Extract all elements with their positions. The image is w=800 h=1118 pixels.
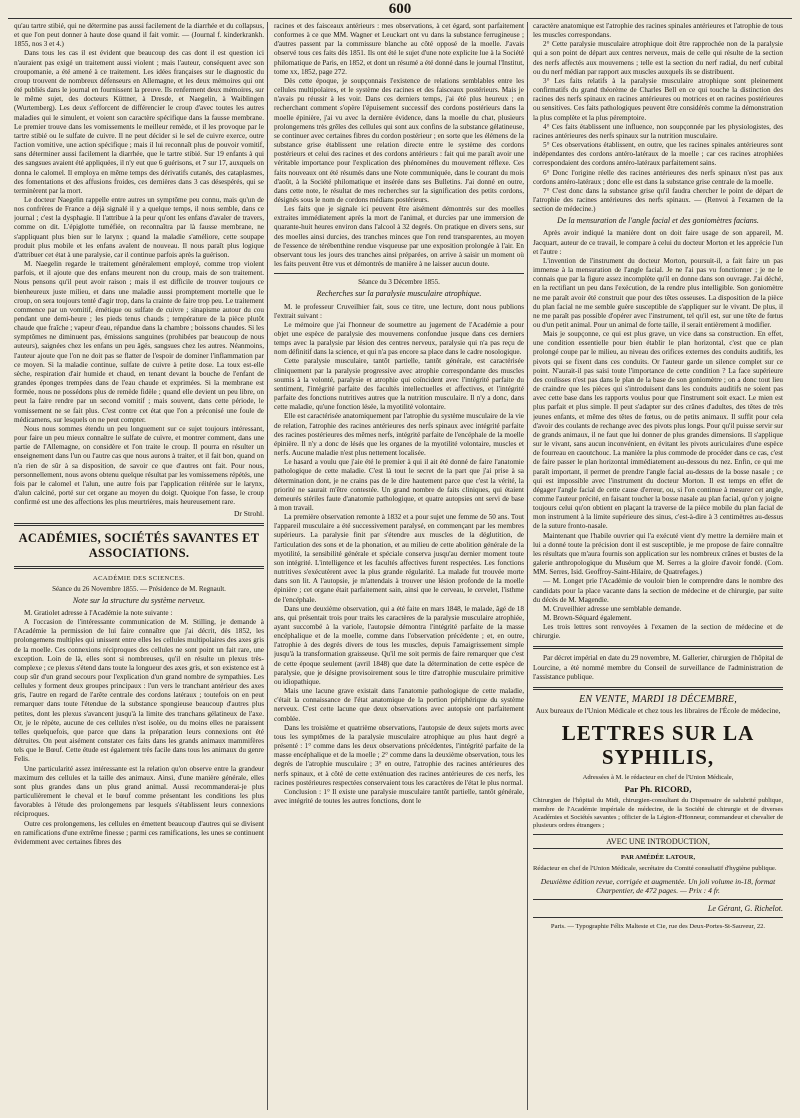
- paragraph: M. Brown-Séquard également.: [543, 614, 632, 622]
- paragraph: M. Naegelin regarde le traitement généralement employé, comme trop violent parfois, et il ajoute que des enfans meurent non du croup, mais de son traitement. Nous pensons qu'il peut avoir raison ; mais il est difficile de trouver toujours ce bienheureux juste milieu, et dans une maladie aussi promptement mortelle que le croup, on sera toujours tenté d'agir trop, dans la crainte de faire trop peu. Le traitement commence par un vomitif, émétique ou sulfate de cuivre ; sinapisme autour du cou pendant une demi-heure ; les pieds tenus chauds ; température de la pièce plutôt chaude que fraîche ; vapeur d'eau, répandue dans la chambre ; boissons chaudes. Si les symptômes ne diminuent pas, émissions sanguines (prohibées par beaucoup de nous auteurs), saignées chez les enfans un peu âgés, sangsues chez les autres. Néanmoins, l'auteur ajoute que l'on ne doit pas se flatter de l'espoir de dominer l'inflammation par ce moyen. Si la maladie continue, sulfate de cuivre à petite dose. La toux est-elle sèche, respiration d'air humide et chaud, en tenant devant la bouche de l'enfant de grandes éponges trempées dans de l'eau chaude et exprimées. Si la membrane est formée, nous ne possédons plus de remède fidèle ; quand elle devient un peu libre, on peut la faire rendre par un second vomitif ; mais souvent, dans cette période, le vomissement ne se fait plus. C'est contre cet état que l'on a préconisé une foule de médicamens, sur lesquels on ne peut compter.: [14, 260, 264, 424]
- paragraph: Dès cette époque, je soupçonnais l'existence de relations semblables entre les cellules multipolaires, et le système des racines et des faisceaux postérieurs. Mais je n'avais pu réussir à les voir. Dans ces derniers temps, j'ai été plus heureux ; en recherchant comment s'opère l'épuisement successif des cordons postérieurs dans la moelle épinière, j'ai vu avec la dernière évidence, dans la moelle du chat, plusieurs prolongemens très grêles des cellules qui sont aux confins de la substance gélatineuse, se continuer avec certaines fibres du cordon postérieur ; en sorte que les élémens de la substance grise établissent une relation directe entre le système des cordons postérieurs et celui des racines et des cordons antérieurs : fait qui me paraît avoir une véritable importance pour l'explication des phénomènes du mouvement réflexe. Ces faits nouveaux ont été résumés dans une Note communiquée, dans le courant du mois d'août, à la Société philomatique et insérée dans ses Bulletins. J'ai donné en outre, dans cette note, le résultat de mes recherches sur la signification des petits cordons, désignés sous le nom de cordons médians postérieurs.: [274, 76, 524, 204]
- paragraph: Maintenant que l'habile ouvrier qui l'a exécuté vient d'y mettre la dernière main et lui a donné toute la précision dont il est susceptible, je me propose de faire connaître les résultats que m'aura fournis son application sur les nombreux crânes et bustes de la galerie anthropologique du Muséum que M. Serres a la gloire d'avoir fondé. (Com. MM. Serres, Isid. Geoffroy-Saint-Hilaire, de Quatrefages.): [533, 531, 783, 577]
- paragraph: racines et des faisceaux antérieurs : mes observations, à cet égard, sont parfaitement conformes à ce que MM. Wagner et Leuckart ont vu dans la substance ferrugineuse ; d'autres passent par la commissure blanche au côté opposé de la moelle. J'avais observé tous ces faits dès 1851. Ils ont été le sujet d'une note explicite lue à la Société philomatique de Paris, en 1852, et dont un résumé a été donné dans le journal l'Institut, tome xx, 1852, page 272.: [274, 22, 524, 76]
- paragraph: Le docteur Naegelin rappelle entre autres un symptôme peu connu, mais qu'un de nos confrères de France a déjà signalé il y a quelque temps, il nous semble, dans ce journal ; c'est la dysphagie. Il l'attribue à la peur qu'ont les enfans d'avaler de travers, comme on dit. L'épiglotte tuméfiée, on reconnaîtra par là fausse membrane, ne s'appliquant plus bien sur le larynx ; quand la maladie s'améliore, cette soupape produit plus mobile et les enfans avalent de nouveau. Il nous paraît plus logique d'attribuer cet état à une paralysie, car il continue parfois après la guérison.: [14, 195, 264, 259]
- paragraph: Les trois lettres sont renvoyées à l'examen de la section de médecine et de chirurgie.: [533, 623, 783, 641]
- separator: [533, 899, 783, 900]
- column-3: [533, 22, 783, 1112]
- paragraph: Après avoir indiqué la manière dont on doit faire usage de son appareil, M. Jacquart, auteur de ce travail, le compare à celui du docteur Morton et les apprécie l'un et l'autre :: [533, 229, 783, 256]
- paragraph: M. Cruveilhier adresse une semblable demande.: [543, 604, 682, 613]
- subsection-title: ACADÉMIE DES SCIENCES.: [92, 575, 186, 583]
- paragraph: — M. Longet prie l'Académie de vouloir bien le comprendre dans le nombre des candidats pour la place vacante dans la section de médecine et de chirurgie, par suite du décès de M. Magendie.: [533, 577, 783, 604]
- paragraph: Elle est caractérisée anatomiquement par l'atrophie du système musculaire de la vie de relation, l'atrophie des racines antérieures des nerfs spinaux avec intégrité parfaite des racines postérieures des mêmes nerfs, intégrité parfaite de l'encéphale de la moelle épinière. Il n'y a donc de lésés que les organes de la myotilité volontaire, muscles et nerfs. Aucune maladie n'est plus nettement localisée.: [274, 412, 524, 458]
- paragraph: Le hasard a voulu que j'aie été le premier à qui il ait été donné de faire l'anatomie pathologique de cette maladie. C'est là tout le secret de la part que j'ai prise à sa détermination dont, je ne crains pas de le dire hautement parce que c'est la vérité, la priorité ne saurait m'être contestée. Un grand nombre de faits cliniques, qui étaient demeurés stériles faute d'anatomie pathologique, et quatre autopsies ont servi de base à mon travail.: [274, 458, 524, 512]
- book-author: Par Ph. RICORD,: [624, 784, 692, 795]
- paragraph: Dans tous les cas il est évident que beaucoup des cas dont il est question ici n'auraient pas exigé un traitement aussi violent ; mais l'auteur, conséquent avec son croupomanie, a été amené à ce traitement. Les idées françaises sur le diagnostic du croup trouvent de nombreux défenseurs en Allemagne, et les deux mémoires qui ont été publiés dans le journal en fournissent la preuve. Ils renferment deux mémoires, sur le même sujet, des docteurs Küttner, à Dresde, et Naegelin, à Waiblingen (Wurtemberg). Les deux s'efforcent de différencier le croup d'avec toutes les autres maladies qui le simulent, et voient son caractère spécifique dans la fausse membrane. Le premier trouve dans les vomissements le meilleur remède, et il les provoque par le tartre stibié ou le sulfate de cuivre. Il ne peut décider si le sel de cuivre exerce, outre l'action vomitive, une action spécifique ; mais il lui reconnaît plus de pouvoir vomitif, sans déterminer aussi facilement la diarrhée, que le tartre stibié. Sur 19 enfants à qui des sangsues avaient été appliquées, il n'y eut que 6 guérisons, et 7 sur 17, auxquels on donna le calomel. Il employa en même temps des dérivatifs cutanés, des cataplasmes, des fomentations et des affusions froides, ces dernières dans 3 cas désespérés, qui se terminèrent par la mort.: [14, 49, 264, 195]
- top-rule: [8, 18, 792, 19]
- column-divider: [527, 22, 528, 1110]
- column-divider: [267, 22, 268, 1110]
- decree-paragraph: Par décret impérial en date du 29 novembre, M. Gallerier, chirurgien de l'hôpital de Lourcine, a été nommé membre du Conseil de surveillance de l'administration de l'assistance publique.: [533, 654, 783, 681]
- introduction-author: PAR AMÉDÉE LATOUR,: [620, 854, 696, 862]
- signature: Dr Strohl.: [234, 509, 264, 519]
- paragraph: Mais une lacune grave existait dans l'anatomie pathologique de cette maladie, c'était la connaissance de l'état anatomique de la portion périphérique du système nerveux. C'est cette lacune que deux observations avec autopsie ont parfaitement comblée.: [274, 687, 524, 723]
- paragraph: Une particularité assez intéressante est la relation qu'on observe entre la grandeur maximum des cellules et la taille des animaux. Ainsi, d'une manière générale, elles sont plus grandes dans un plus grand animal. Aussi recommanderai-je plus particulièrement le cheval et le bœuf comme présentant les conditions les plus favorables à l'étude des prolongemens par lesquels s'établissent leurs connexions réciproques.: [14, 764, 264, 819]
- separator: [533, 687, 783, 690]
- paragraph: La première observation remonte à 1832 et a pour sujet une femme de 50 ans. Tout l'appareil musculaire a été successivement paralysé, en commençant par les membres supérieurs. La paralysie finit par s'étendre aux muscles de la déglutition, de l'articulation des sons et de la phonation, et au milieu de cette abolition générale de la myotilité, la sensibilité générale et spéciale conserva jusqu'au dernier moment toute son intégrité. L'intelligence et les facultés affectives furent respectées. Les fonctions nutritives s'exécutèrent avec la plus grande régularité. La malade fut trouvée morte dans son lit. A l'autopsie, je m'attendais à trouver une lésion profonde de la moelle épinière ; cet organe était parfaitement sain, ainsi que le cerveau, le cervelet, l'isthme de l'encéphale.: [274, 513, 524, 604]
- paragraph: Nous nous sommes étendu un peu longuement sur ce sujet toujours intéressant, pour faire un peu mieux connaître le sulfate de cuivre, et montrer comment, dans une partie de l'Allemagne, on considère et l'on traite le croup. Il pourra en résulter un enseignement dans l'un ou l'autre cas que nous aurons à traiter, et il fait bon, quand on n'a rien de sûr à sa disposition, de savoir ce que d'autres ont fait. Pour nous, personnellement, nous avons obtenu quelque résultat par les vomissemens répétés, une fois par le calomel et l'alun, une autre fois par l'application réitérée sur le larynx, d'alun calciné, porté sur cet organe au moyen du doigt. Quoique l'on fasse, le croup confirmé est une des affections les plus meurtrières, mais heureusement rare.: [14, 424, 264, 507]
- seance-line: Séance du 3 Décembre 1855.: [358, 278, 440, 287]
- paragraph: Dans les troisième et quatrième observations, l'autopsie de deux sujets morts avec tous les symptômes de la paralysie musculaire atrophique au plus haut degré a présenté : 1° comme dans les deux observations précédentes, l'intégrité parfaite de la masse encéphalique et de la moelle ; 2° comme dans la deuxième observation, tous les degrés de l'atrophie musculaire ; 3° en outre, l'atrophie des racines antérieures des nerfs spinaux, et à côté de cette exténuation des racines antérieures de ces nerfs, les racines postérieures respectées conservaient tous les caractères de l'état le plus normal.: [274, 723, 524, 787]
- note-title: De la mensuration de l'angle facial et des goniomètres facians.: [557, 216, 759, 226]
- paragraph: Le mémoire que j'ai l'honneur de soumettre au jugement de l'Académie a pour objet une espèce de paralysie des mouvemens confondue jusque dans ces derniers temps avec la paralysie par lésion des centres nerveux, paralysie qui n'a pas reçu de nom définitif dans la science, et qui n'a pas encore sa place dans le cadre nosologique.: [274, 320, 524, 357]
- sale-announcement-subtitle: Aux bureaux de l'Union Médicale et chez tous les libraires de l'École de médecine,: [535, 706, 781, 716]
- paragraph: caractère anatomique est l'atrophie des racines spinales antérieures et l'atrophie de tous les muscles correspondans.: [533, 22, 783, 40]
- paragraph: 4° Ces faits établissent une influence, non soupçonnée par les physiologistes, des racines antérieures des nerfs spinaux sur la nutrition musculaire.: [533, 122, 783, 140]
- gerant-signature: Le Gérant, G. Richelot.: [707, 903, 783, 913]
- sale-announcement-title: EN VENTE, MARDI 18 DÉCEMBRE,: [579, 693, 737, 705]
- introduction-banner: AVEC UNE INTRODUCTION,: [533, 834, 783, 849]
- page-number: 600: [388, 1, 412, 17]
- paragraph: 5° Ces observations établissent, en outre, que les racines spinales antérieures sont indépendantes des cordons antéro-latéraux de la moelle ; car ces racines atrophiées correspondaient des cordons antéro-latéraux parfaitement sains.: [533, 141, 783, 168]
- paragraph: Cette paralysie musculaire, tantôt partielle, tantôt générale, est caractérisée cliniquement par la paralysie progressive avec atrophie correspondante des muscles soumis à la volonté, paralysie et atrophie qui coïncident avec l'intégrité parfaite du sentiment, l'intégrité parfaite des facultés intellectuelles et affectives, et l'intégrité parfaite des fonctions nutritives autres que la nutrition musculaire. Il n'y a donc, dans cette maladie, qu'une fonction lésée, la myotilité volontaire.: [274, 357, 524, 412]
- note-title: Recherches sur la paralysie musculaire atrophique.: [316, 289, 482, 299]
- printer-imprint: Paris. — Typographie Félix Malteste et Cie, rue des Deux-Portes-St-Sauveur, 22.: [550, 922, 766, 930]
- section-title: ACADÉMIES, SOCIÉTÉS SAVANTES ET ASSOCIATIONS.: [18, 531, 260, 561]
- paragraph: Conclusion : 1° Il existe une paralysie musculaire tantôt partielle, tantôt générale, avec intégrité de toutes les autres fonctions, dont le: [274, 787, 524, 805]
- paragraph: M. le professeur Cruveilhier fait, sous ce titre, une lecture, dont nous publions l'extrait suivant :: [274, 302, 524, 320]
- book-addressee: Adressées à M. le rédacteur en chef de l'Union Médicale,: [582, 774, 734, 782]
- author-description: Chirurgien de l'hôpital du Midi, chirurgien-consultant du Dispensaire de salubrité publique, membre de l'Académie impériale de médecine, de la Société de chirurgie et de diverses Académies et Sociétés savantes ; officier de la Légion-d'Honneur, commandeur et chevalier de plusieurs ordres étrangers ;: [533, 797, 783, 830]
- paragraph: A l'occasion de l'intéressante communication de M. Stilling, je demande à l'Académie la permission de lui faire connaître que j'ai décrit, dès 1852, les prolongemens multiples qui unissent entre elles les cellules multipolaires des axes gris de la moelle. Ces connexions réciproques des cellules ne sont point un fait rare, une exception. Loin de là, elles sont si nombreuses, qu'il en résulte un plexus très-complexe ; ce plexus s'étend dans toute la longueur des axes gris, et son existence est à coup sûr d'un grand secours pour l'explication d'un grand nombre de sympathies. Les cellules y forment deux groupes principaux : l'un vers le tranchant antérieur des axes gris, l'autre en regard de l'arête centrale des cordons latéraux ; toutefois on en peut remarquer dans toute l'étendue de la substance spongieuse beaucoup d'autres plus petites, dont les plexus s'avancent jusqu'à la limite des tranchans gélatineux de l'axe. Or, je le répète, aucune de ces cellules n'est isolée, ou du moins elles ne paraissent telles quelquefois, que parce que dans la préparation leurs connexions ont été détruites. On peut aisément constater ces faits dans les grands animaux mammifères tels que le Bœuf. Cette étude est également très facile dans tous les animaux du genre Felis.: [14, 618, 264, 764]
- seance-line: Séance du 26 Novembre 1855. — Présidence de M. Regnault.: [52, 584, 226, 593]
- section-rule: [14, 523, 264, 526]
- column-1: [14, 22, 264, 1112]
- paragraph: Les faits que je signale ici peuvent être aisément démontrés sur des moelles extraites immédiatement après la mort de l'animal, et durcies par une immersion de quarante-huit heures environ dans l'alcool à 32 degrés. On pratique en divers sens, sur des moelles ainsi durcies, des tranches minces que l'on rend transparentes, au moyen de l'essence de térébenthine rendue visqueuse par une exposition prolongée à l'air. En observant tous les jours des tranches ainsi préparées, on arrive à saisir un moment où les faits peuvent être vus et démontrés de manière à ne laisser aucun doute.: [274, 205, 524, 269]
- separator: [533, 917, 783, 918]
- paragraph: 7° C'est donc dans la substance grise qu'il faudra chercher le point de départ de l'atrophie des racines antérieures des nerfs spinaux. — (Renvoi à l'examen de la section de médecine.): [533, 186, 783, 214]
- paragraph: 3° Les faits relatifs à la paralysie musculaire atrophique sont pleinement confirmatifs du grand théorème de Charles Bell en ce qui touche la distinction des racines des nerfs spinaux en racines antérieures ou motrices et en racines postérieures ou sensitives. Ces faits pathologiques peuvent être considérés comme la démonstration la plus complète et la plus péremptoire.: [533, 76, 783, 122]
- paragraph: 6° Donc l'origine réelle des racines antérieures des nerfs spinaux n'est pas aux cordons antéro-latéraux ; donc elle est dans la substance grise centrale de la moelle.: [533, 168, 783, 186]
- book-title: LETTRES SUR LA SYPHILIS,: [561, 721, 755, 770]
- paragraph: Dans une deuxième observation, qui a été faite en mars 1848, le malade, âgé de 18 ans, qui présentait trois pour traits les caractères de la paralysie musculaire atrophiée, ayant succombé à la variole, l'autopsie démontra l'intégrité parfaite de la masse encéphalique et de la moelle, comme dans l'observation précédente ; et, en outre, l'atrophie à des degrés divers de tous les muscles, depuis l'amaigrissement simple jusqu'à la transformation graisseuse. Qu'il me soit permis de faire remarquer que c'est de cette époque seulement (avril 1848) que date la détermination de cette espèce de paralysie, que je désigne provisoirement sous le titre d'atrophie musculaire primitive ou idiopathique.: [274, 604, 524, 686]
- paragraph: 2° Cette paralysie musculaire atrophique doit être rapprochée non de la paralysie qui a son point de départ aux centres nerveux, mais de celle qui résulte de la section des nerfs affectés aux mouvemens ; telle est la section du nerf radial, du nerf cubital ou du nerf médian par rapport aux muscles auxquels ils se distribuent.: [533, 40, 783, 76]
- column-2: [274, 22, 524, 1112]
- paragraph: qu'au tartre stibié, qui ne détermine pas aussi facilement de la diarrhée et du collapsus, et que l'on peut donner à haute dose quand il fait vomir. — (Journal f. kinderkrankh. 1855, nos 3 et 4.): [14, 22, 264, 49]
- separator: [533, 646, 783, 649]
- paragraph: Mais je soupçonne, ce qui est plus grave, un vice dans sa construction. En effet, une condition essentielle pour bien établir le plan horizontal, c'est que ce plan prolongé coupe par le milieu, au niveau des orifices externes des conduits auditifs, les pivots qui se fixent dans ces conduits. Or l'auteur garde un silence complet sur ce point. N'aurait-il pas saisi toute l'importance de cette condition ? La face supérieure des coulisses n'est pas dans le plan de la base de son goniomètre ; on a donc tout lieu de craindre que les pièces qui s'introduisent dans les conduits auditifs ne soient pas avec cette base dans les rapports voulus pour que l'instrument soit exact. Le mien est plus parfait et plus simple. Il peut s'adapter sur des crânes d'adultes, des têtes de très jeunes enfants, et même des têtes de fœtus, ou de petits animaux. Il suffit pour cela d'avoir des coulants de rechange avec des pivots plus longs. Pour qu'il puisse servir sur de grands animaux, il ne faut que lui donner de plus grandes dimensions. Il s'applique sur le vivant, sans aucun inconvénient, en évitant les pivots auriculaires d'une espèce de fourreau en caoutchouc. La manière la plus commode de procéder dans ce cas, c'est de faire passer le plan horizontal immédiatement au-dessous du nez. Enfin, ce qui me paraît important, il permet de prendre l'angle facial au-dessus de la bosse nasale ; ce qui est impossible avec l'instrument du docteur Morton. Il est temps en effet de dégager l'angle facial de cette cause d'erreur, ou, si l'on continue à mesurer cet angle, comme l'auteur précité, en faisant toucher la bosse nasale au plan facial, qu'on y joigne toujours celui qu'on obtient en plaçant la traverse de la pièce mobile du plan facial de mon instrument à la limite supérieure des sinus, c'est-à-dire à 3 centimètres au-dessus de la suture fronto-nasale.: [533, 330, 783, 531]
- separator: [274, 273, 524, 274]
- paragraph: M. Gratiolet adresse à l'Académie la note suivante :: [24, 608, 173, 617]
- edition-info: Deuxième édition revue, corrigée et augmentée. Un joli volume in-18, format Charpentier, de 472 pages. — Prix : 4 fr.: [540, 876, 776, 895]
- section-rule: [14, 566, 264, 569]
- introduction-author-description: Rédacteur en chef de l'Union Médicale, secrétaire du Comité consultatif d'hygiène publique.: [533, 864, 777, 872]
- note-title: Note sur la structure du système nerveux.: [72, 595, 206, 605]
- paragraph: L'invention de l'instrument du docteur Morton, poursuit-il, a fait faire un pas immense à la mensuration de l'angle facial. Je ne l'ai pas vu fonctionner ; je ne le connais que par la figure assez incomplète qu'il en donne dans son ouvrage. J'ai déché, en la rectifiant un peu dans l'exécution, de la rendre plus intelligible. Son goniomètre ne me paraît avoir été construit que pour des têtes osseuses. La disposition de la pièce du plan facial ne me semble guère susceptible de s'appliquer sur le vivant. De plus, il ne me paraît pas possible d'opérer avec l'instrument, tel qu'il est, sur une tête de fœtus ou d'un petit animal. Pour un animal de forte taille, il serait entièrement à modifier.: [533, 256, 783, 329]
- paragraph: Outre ces prolongemens, les cellules en émettent beaucoup d'autres qui se divisent en ramifications d'une extrême finesse ; parmi ces ramifications, les unes se continuent évidemment avec certaines fibres des: [14, 819, 264, 846]
